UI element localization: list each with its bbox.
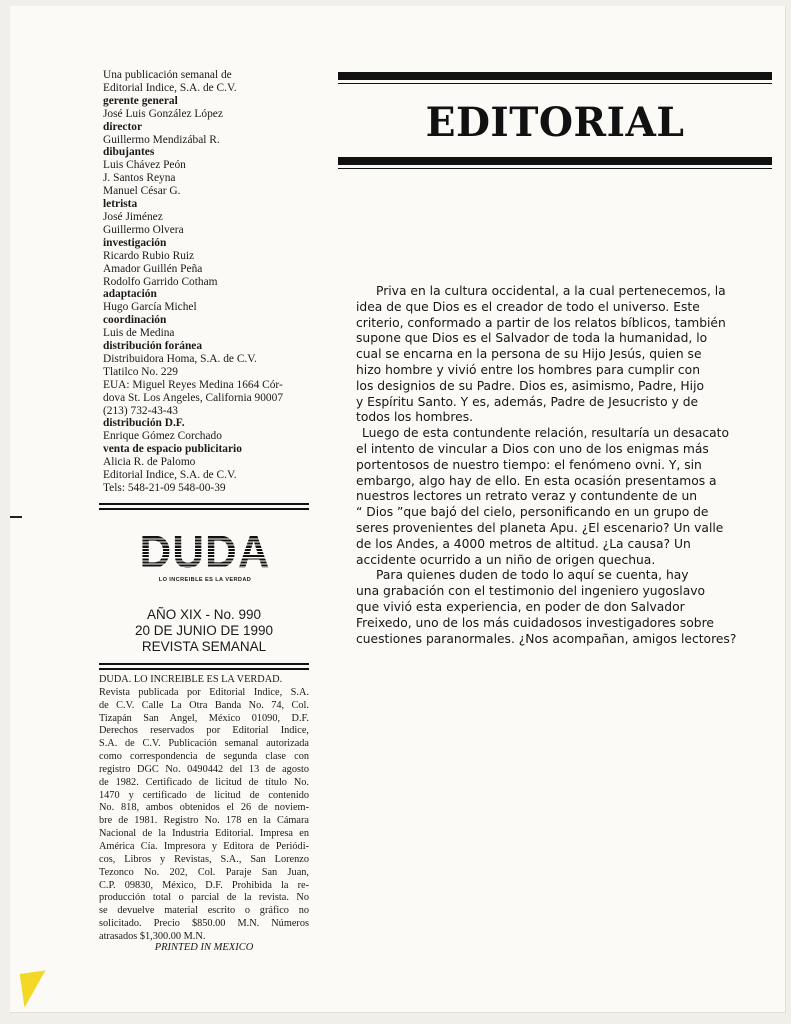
credit-name: Tels: 548-21-09 548-00-39 — [103, 482, 226, 494]
credit-role: gerente general — [103, 94, 178, 107]
legal-line: de 1982. Certificado de licitud de título No. — [99, 776, 309, 788]
magazine-page — [10, 6, 786, 1013]
credit-name: Guillermo Olvera — [103, 223, 184, 236]
credit-name: Guillermo Mendizábal R. — [103, 133, 220, 146]
issue-date: 20 DE JUNIO DE 1990 — [134, 623, 274, 638]
magazine-logo — [130, 526, 280, 583]
editorial-line: Luego de esta contundente relación, resultaría un desacato — [362, 426, 730, 441]
logo-wordmark: DUDA — [130, 530, 280, 576]
credit-name: Hugo García Michel — [103, 301, 197, 314]
page-title: EDITORIAL — [425, 99, 685, 146]
credit-name: José Jiménez — [103, 210, 163, 223]
editorial-line: de los Andes, a 4000 metros de altitud. ¿La causa? Un — [356, 536, 691, 551]
editorial-line: “ Dios ”que bajó del cielo, personificando en un grupo de — [356, 505, 709, 520]
legal-line: como correspondencia de segunda clase con — [99, 751, 309, 763]
editorial-line: idea de que Dios es el creador de todo el universo. Este — [356, 299, 700, 314]
editorial-line: nuestros lectores un retrato veraz y contundente de un — [356, 489, 698, 504]
divider-rule — [99, 663, 309, 670]
credit-role: director — [103, 120, 143, 133]
issue-info — [99, 607, 309, 655]
editorial-line: Para quienes duden de todo lo aquí se cuenta, hay — [376, 568, 689, 583]
legal-line: bre de 1981. Registro No. 178 en la Cámara — [99, 815, 309, 827]
legal-line: Nacional de la Industria Editorial. Impresa en — [99, 828, 309, 840]
credit-name: Rodolfo Garrido Cotham — [103, 275, 218, 288]
credit-role: venta de espacio publicitario — [103, 443, 242, 456]
corner-sticky-tab — [20, 970, 50, 1007]
title-rule-bottom — [338, 168, 772, 169]
credit-name: Amador Guillén Peña — [103, 262, 203, 275]
legal-line: Tezonco No. 202, Col. Paraje San Juan, — [99, 866, 309, 878]
editorial-line: portentosos de nuestro tiempo: el fenómeno ovni. Y, sin — [356, 457, 702, 472]
printed-in: PRINTED IN MEXICO — [154, 942, 254, 953]
editorial-line: seres provenientes del planeta Apu. ¿El escenario? Un valle — [356, 520, 724, 535]
title-rule-top — [338, 83, 772, 84]
credit-role: letrista — [103, 198, 138, 211]
legal-line: Tizapán San Angel, México 01090, D.F. — [99, 712, 309, 724]
credit-name: Distribuidora Homa, S.A. de C.V. — [103, 352, 257, 365]
legal-line: DUDA. LO INCREIBLE ES LA VERDAD. — [99, 674, 283, 685]
editorial-line: cual se encarna en la persona de su Hijo Jesús, quien se — [356, 347, 702, 362]
credit-name: Tlatilco No. 229 — [103, 365, 178, 378]
credit-name: Luis Chávez Peón — [103, 159, 186, 172]
logo-tagline: LO INCREIBLE ES LA VERDAD — [158, 577, 252, 583]
credit-name: Editorial Indice, S.A. de C.V. — [103, 469, 237, 482]
editorial-line: Priva en la cultura occidental, a la cual pertenecemos, la — [376, 284, 726, 298]
credit-name: Enrique Gómez Corchado — [103, 430, 222, 443]
title-bar-bottom — [338, 157, 772, 165]
issue-number: AÑO XIX - No. 990 — [146, 607, 262, 622]
legal-line: cos, Libros y Revistas, S.A., San Lorenzo — [99, 853, 309, 865]
credit-name: José Luis González López — [103, 107, 223, 120]
editorial-body — [356, 284, 737, 647]
credit-role: distribución D.F. — [103, 417, 185, 430]
credit-role: investigación — [103, 236, 167, 249]
editorial-line: cuestiones paranormales. ¿Nos acompañan, amigos lectores? — [356, 631, 737, 646]
credit-name: dova St. Los Angeles, California 90007 — [103, 391, 284, 404]
editorial-line: los designios de su Padre. Dios es, asimismo, Padre, Hijo — [356, 378, 705, 393]
editorial-line: el intento de vincular a Dios con uno de los enigmas más — [356, 441, 709, 456]
editorial-line: que vivió esta experiencia, en poder de don Salvador — [356, 599, 685, 614]
legal-line: Revista publicada por Editorial Indice, S.A. — [99, 686, 309, 698]
legal-line: producción total o parcial de la revista. No — [99, 892, 309, 904]
editorial-line: embargo, algo hay de ello. En esta ocasión presentamos a — [356, 473, 717, 488]
title-bar-top — [338, 72, 772, 80]
legal-notice — [99, 674, 309, 944]
legal-line: 1470 y certificado de licitud de contenido — [99, 789, 309, 801]
issue-frequency: REVISTA SEMANAL — [141, 639, 267, 654]
credit-name: (213) 732-43-43 — [103, 404, 178, 417]
legal-line: S.A. de C.V. Publicación semanal autorizada — [99, 738, 309, 750]
editorial-line: una grabación con el testimonio del ingeniero yugoslavo — [356, 584, 706, 599]
legal-line: solicitado. Precio $850.00 M.N. Números — [99, 918, 309, 930]
legal-line: se devuelve material escrito o gráfico no — [99, 905, 309, 917]
credit-name: Luis de Medina — [103, 327, 175, 340]
editorial-line: y Espíritu Santo. Y es, además, Padre de Jesucristo y de — [356, 394, 699, 409]
credit-name: Manuel César G. — [103, 185, 181, 198]
credit-role: dibujantes — [103, 146, 155, 159]
legal-line: registro DGC No. 0490442 del 13 de agosto — [99, 763, 309, 775]
credit-name: Una publicación semanal de — [103, 69, 232, 81]
editorial-line: hizo hombre y vivió entre los hombres para cumplir con — [356, 362, 700, 377]
editorial-line: accidente ocurrido a un niño de origen quechua. — [356, 552, 656, 567]
legal-line: C.P. 09830, México, D.F. Prohibida la re- — [99, 879, 309, 891]
legal-line: América Cía. Impresora y Editora de Periódi- — [99, 840, 309, 852]
credit-role: distribución foránea — [103, 340, 203, 353]
legal-line: No. 818, ambos obtenidos el 26 de noviem- — [99, 802, 309, 814]
credit-name: EUA: Miguel Reyes Medina 1664 Cór- — [103, 378, 283, 391]
legal-line: Derechos reservados por Editorial Indice, — [99, 725, 309, 737]
credit-role: coordinación — [103, 314, 167, 327]
page-edge-mark — [10, 516, 22, 518]
masthead-credits — [103, 69, 313, 495]
credit-name: Alicia R. de Palomo — [103, 456, 196, 469]
legal-line: de C.V. Calle La Otra Banda No. 74, Col. — [99, 699, 309, 711]
editorial-line: supone que Dios es el Salvador de toda la humanidad, lo — [356, 331, 708, 346]
credit-name: J. Santos Reyna — [103, 172, 176, 185]
credit-name: Ricardo Rubio Ruiz — [103, 249, 195, 262]
divider-rule — [99, 503, 309, 510]
editorial-line: Freixedo, uno de los más cuidadosos investigadores sobre — [356, 615, 714, 630]
editorial-line: criterio, conformado a partir de los relatos bíblicos, también — [356, 315, 726, 330]
editorial-line: todos los hombres. — [356, 410, 474, 425]
credit-name: Editorial Indice, S.A. de C.V. — [103, 81, 237, 94]
credit-role: adaptación — [103, 288, 157, 301]
legal-line: atrasados $1,300.00 M.N. — [99, 930, 206, 942]
